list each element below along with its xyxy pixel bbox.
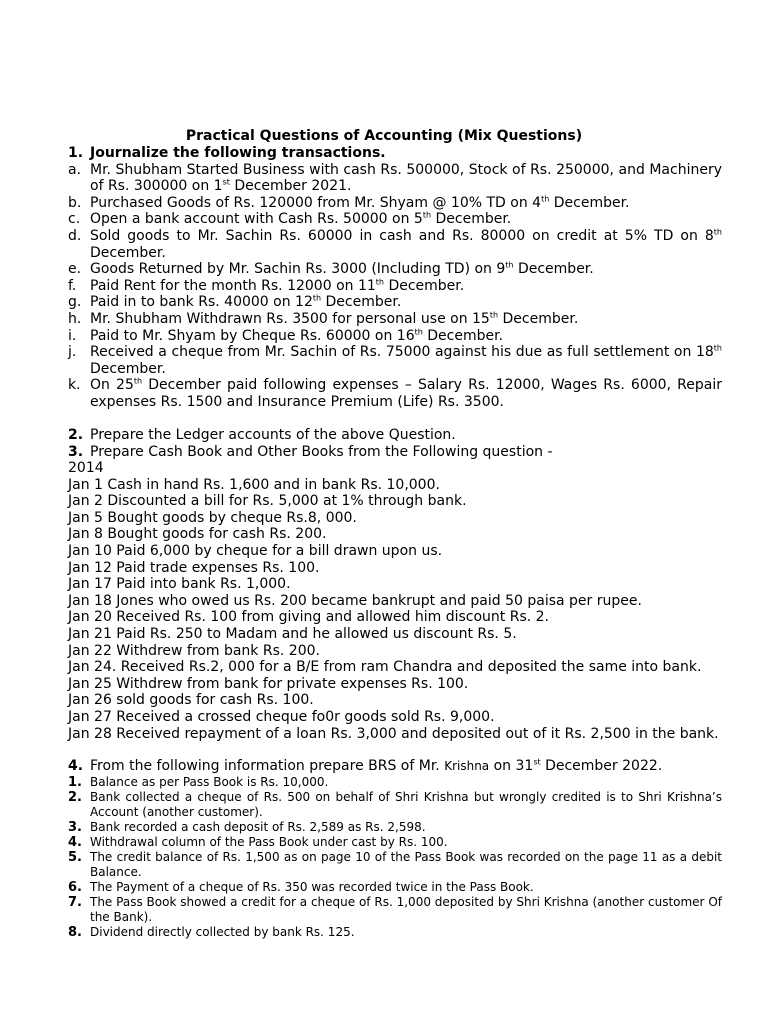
cash-book-entries — [68, 460, 748, 742]
question-number: 3. — [68, 443, 84, 460]
entry-line: Jan 24. Received Rs.2, 000 for a B/E from ram Chandra and deposited the same into bank. — [68, 659, 702, 676]
list-marker: 3. — [68, 820, 82, 835]
list-item — [68, 790, 722, 820]
list-item — [68, 311, 722, 328]
list-item — [68, 850, 722, 880]
page-title: Practical Questions of Accounting (Mix Questions) — [185, 128, 583, 144]
list-marker: a. — [68, 161, 82, 178]
entry-line: Jan 12 Paid trade expenses Rs. 100. — [68, 559, 320, 576]
entries-year: 2014 — [68, 460, 104, 476]
list-marker: 2. — [68, 790, 82, 805]
list-marker: 5. — [68, 850, 82, 865]
entry-line: Jan 20 Received Rs. 100 from giving and allowed him discount Rs. 2. — [68, 609, 549, 626]
list-item — [68, 377, 722, 410]
entries-list — [68, 477, 748, 743]
list-text: Goods Returned by Mr. Sachin Rs. 3000 (Including TD) on 9th December. — [90, 260, 594, 278]
list-item — [68, 820, 722, 835]
list-marker: g. — [68, 294, 82, 311]
entry-line: Jan 28 Received repayment of a loan Rs. 3,000 and deposited out of it Rs. 2,500 in the bank. — [68, 725, 719, 742]
question-1-heading — [68, 145, 722, 162]
list-item — [68, 211, 722, 228]
entry-line: Jan 8 Bought goods for cash Rs. 200. — [68, 526, 327, 543]
question-1-items — [68, 162, 722, 411]
question-number: 2. — [68, 427, 84, 443]
list-marker: f. — [68, 277, 77, 294]
entry-line: Jan 1 Cash in hand Rs. 1,600 and in bank Rs. 10,000. — [68, 476, 440, 493]
entry-line: Jan 5 Bought goods by cheque Rs.8, 000. — [68, 509, 357, 526]
list-item — [68, 835, 722, 850]
entry-line: Jan 21 Paid Rs. 250 to Madam and he allowed us discount Rs. 5. — [68, 625, 517, 642]
list-marker: 7. — [68, 895, 82, 910]
list-text: Balance as per Pass Book is Rs. 10,000. — [90, 775, 329, 789]
list-marker: 4. — [68, 835, 82, 850]
list-marker: h. — [68, 310, 82, 327]
entry-line: Jan 17 Paid into bank Rs. 1,000. — [68, 576, 291, 593]
list-marker: d. — [68, 227, 82, 244]
list-marker: e. — [68, 261, 82, 278]
list-item — [68, 925, 722, 940]
question-2-3 — [68, 427, 722, 460]
list-item — [68, 228, 722, 261]
list-text: Paid to Mr. Shyam by Cheque Rs. 60000 on 16th December. — [90, 326, 504, 344]
list-marker: j. — [68, 344, 77, 361]
list-text: Bank recorded a cash deposit of Rs. 2,589 as Rs. 2,598. — [90, 820, 426, 834]
list-item — [68, 328, 722, 345]
question-number: 1. — [68, 145, 84, 161]
list-text: On 25th December paid following expenses – Salary Rs. 12000, Wages Rs. 6000, Repair expenses Rs. 1500 and Insurance Premium (Life) Rs. 3500. — [90, 376, 722, 410]
question-text: From the following information prepare BRS of Mr. Krishna on 31st December 2022. — [90, 757, 663, 774]
question-4-items — [68, 775, 722, 940]
list-item — [68, 261, 722, 278]
list-marker: c. — [68, 211, 81, 228]
list-item — [68, 195, 722, 212]
list-text: Bank collected a cheque of Rs. 500 on behalf of Shri Krishna but wrongly credited is to Shri Krishna’s Account (another customer). — [90, 790, 722, 819]
list-marker: 8. — [68, 925, 82, 940]
list-text: Purchased Goods of Rs. 120000 from Mr. Shyam @ 10% TD on 4th December. — [90, 194, 630, 211]
list-marker: i. — [68, 327, 77, 344]
question-text: Journalize the following transactions. — [90, 145, 386, 161]
list-item — [68, 278, 722, 295]
list-text: Mr. Shubham Started Business with cash Rs. 500000, Stock of Rs. 250000, and Machinery of Rs. 300000 on 1st December 2021. — [90, 161, 722, 195]
list-item — [68, 344, 722, 377]
question-4 — [68, 757, 722, 940]
list-item — [68, 162, 722, 195]
question-3 — [68, 444, 722, 461]
question-4-heading — [68, 757, 722, 775]
entry-line: Jan 18 Jones who owed us Rs. 200 became bankrupt and paid 50 paisa per rupee. — [68, 592, 642, 609]
list-text: Open a bank account with Cash Rs. 50000 on 5th December. — [90, 210, 512, 228]
list-text: The Pass Book showed a credit for a cheque of Rs. 1,000 deposited by Shri Krishna (another customer Of the Bank). — [90, 895, 722, 924]
list-item — [68, 775, 722, 790]
question-1 — [68, 145, 722, 411]
question-text: Prepare the Ledger accounts of the above Question. — [90, 427, 456, 443]
list-text: Sold goods to Mr. Sachin Rs. 60000 in cash and Rs. 80000 on credit at 5% TD on 8th December. — [90, 227, 722, 261]
list-text: Paid in to bank Rs. 40000 on 12th December. — [90, 293, 402, 311]
list-text: Paid Rent for the month Rs. 12000 on 11th December. — [90, 277, 465, 294]
entry-line: Jan 10 Paid 6,000 by cheque for a bill drawn upon us. — [68, 542, 443, 559]
list-marker: b. — [68, 194, 82, 211]
entry-line: Jan 26 sold goods for cash Rs. 100. — [68, 692, 314, 709]
question-2 — [68, 427, 722, 444]
list-text: Dividend directly collected by bank Rs. 125. — [90, 925, 355, 939]
list-item — [68, 880, 722, 895]
list-item — [68, 895, 722, 925]
entry-line: Jan 27 Received a crossed cheque fo0r goods sold Rs. 9,000. — [68, 708, 495, 725]
list-text: The Payment of a cheque of Rs. 350 was recorded twice in the Pass Book. — [90, 880, 534, 894]
list-marker: 6. — [68, 880, 82, 895]
entry-line: Jan 2 Discounted a bill for Rs. 5,000 at 1% through bank. — [68, 493, 467, 510]
list-text: Mr. Shubham Withdrawn Rs. 3500 for personal use on 15th December. — [90, 310, 579, 327]
list-text: Received a cheque from Mr. Sachin of Rs. 75000 against his due as full settlement on 18th December. — [90, 343, 722, 377]
list-text: Withdrawal column of the Pass Book under cast by Rs. 100. — [90, 835, 448, 849]
list-text: The credit balance of Rs. 1,500 as on page 10 of the Pass Book was recorded on the page 11 as a debit Balance. — [90, 850, 722, 879]
list-item — [68, 294, 722, 311]
question-number: 4. — [68, 758, 84, 774]
list-marker: 1. — [68, 775, 82, 790]
entry-line: Jan 25 Withdrew from bank for private expenses Rs. 100. — [68, 675, 469, 692]
question-text: Prepare Cash Book and Other Books from the Following question - — [90, 443, 553, 460]
list-marker: k. — [68, 377, 81, 394]
entry-line: Jan 22 Withdrew from bank Rs. 200. — [68, 642, 320, 659]
